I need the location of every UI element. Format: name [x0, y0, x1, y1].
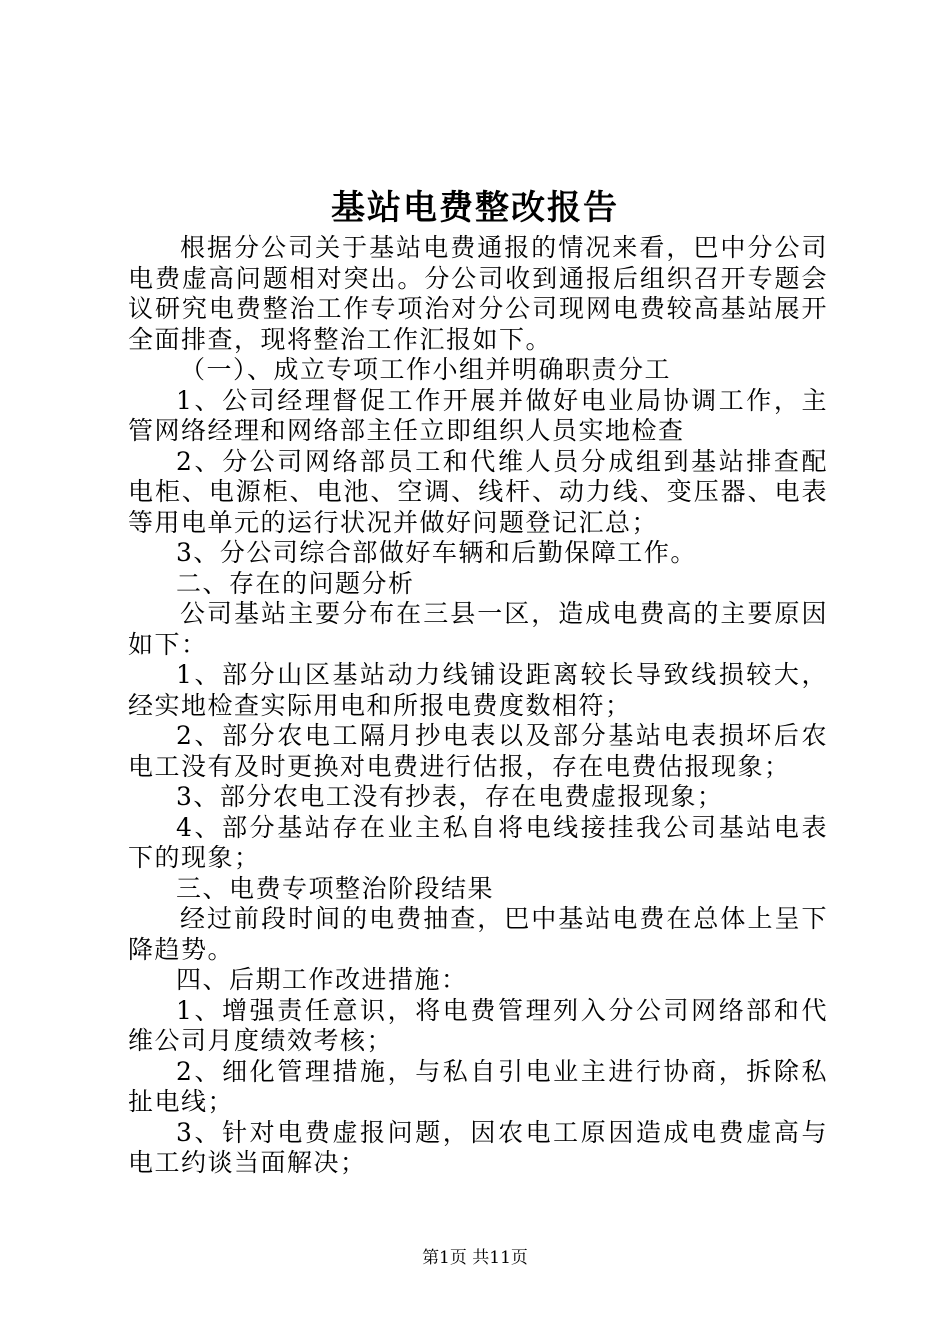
- document-body: [128, 233, 828, 1179]
- paragraph: 经过前段时间的电费抽查，巴中基站电费在总体上呈下降趋势。: [128, 904, 828, 964]
- list-item: 1、公司经理督促工作开展并做好电业局协调工作，主管网络经理和网络部主任立即组织人员实地检查: [128, 385, 828, 445]
- paragraph: 公司基站主要分布在三县一区，造成电费高的主要原因如下：: [128, 599, 828, 659]
- section-heading-2: 二、存在的问题分析: [176, 568, 415, 598]
- list-item: 2、部分农电工隔月抄电表以及部分基站电表损坏后农电工没有及时更换对电费进行估报，存在电费估报现象；: [128, 721, 828, 781]
- section-heading-3: 三、电费专项整治阶段结果: [176, 873, 495, 903]
- list-item: 2、分公司网络部员工和代维人员分成组到基站排查配电柜、电源柜、电池、空调、线杆、动力线、变压器、电表等用电单元的运行状况并做好问题登记汇总；: [128, 446, 828, 537]
- list-item: 4、部分基站存在业主私自将电线接挂我公司基站电表下的现象；: [128, 812, 828, 872]
- list-item: 1、增强责任意识，将电费管理列入分公司网络部和代维公司月度绩效考核；: [128, 995, 828, 1055]
- paragraph-intro: 根据分公司关于基站电费通报的情况来看，巴中分公司电费虚高问题相对突出。分公司收到通报后组织召开专题会议研究电费整治工作专项治对分公司现网电费较高基站展开全面排查，现将整治工作汇报如下。: [128, 233, 828, 354]
- document-title: 基站电费整改报告: [331, 188, 619, 228]
- list-item: 2、细化管理措施，与私自引电业主进行协商，拆除私扯电线；: [128, 1056, 828, 1116]
- list-item: 3、针对电费虚报问题，因农电工原因造成电费虚高与电工约谈当面解决；: [128, 1117, 828, 1177]
- list-item: 1、部分山区基站动力线铺设距离较长导致线损较大，经实地检查实际用电和所报电费度数相符；: [128, 660, 828, 720]
- list-item: 3、部分农电工没有抄表，存在电费虚报现象；: [176, 782, 724, 811]
- section-heading-1: （一）、成立专项工作小组并明确职责分工: [180, 355, 672, 384]
- section-heading-4: 四、后期工作改进措施：: [176, 965, 468, 994]
- list-item: 3、分公司综合部做好车辆和后勤保障工作。: [176, 538, 697, 567]
- page-number-footer: 第1页 共11页: [422, 1248, 528, 1268]
